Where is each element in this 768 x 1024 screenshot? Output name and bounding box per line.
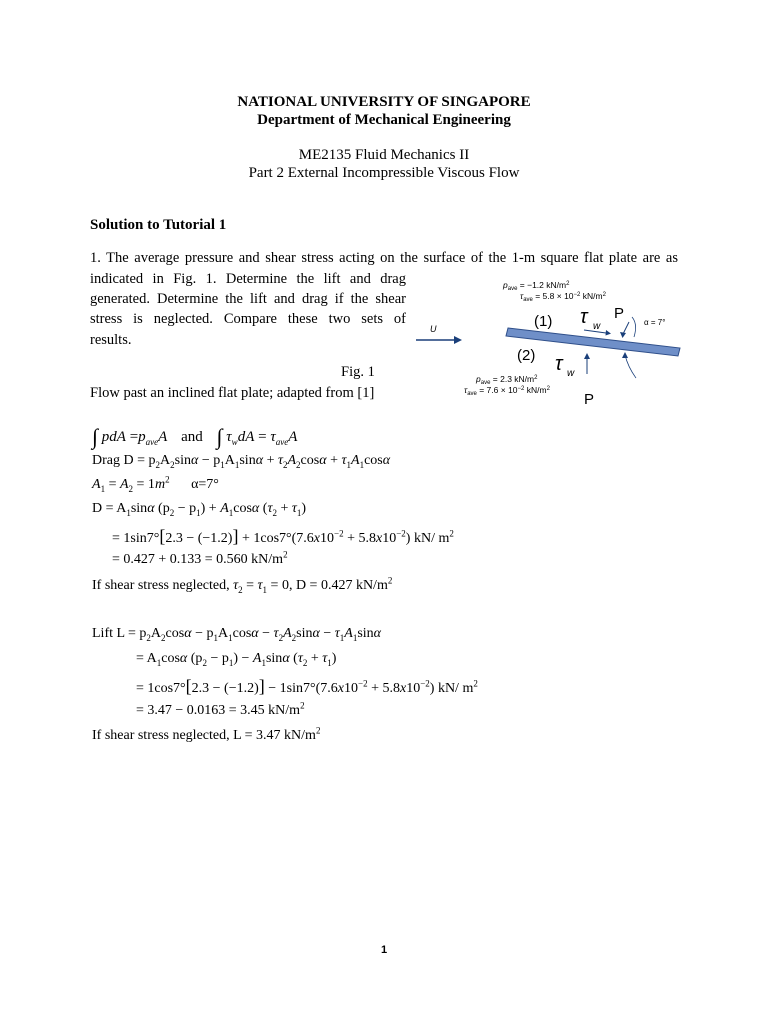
integral-equations: [92, 421, 297, 447]
department-name: Department of Mechanical Engineering: [257, 112, 511, 128]
d-line2-prefix: = 1sin7°: [112, 531, 160, 546]
lift-line-2: = $A_1\cos\alpha$ $(p_2 - p_1) - A_1\sin\alpha$ $(\tau_2 + \tau_1)$: [136, 651, 337, 668]
tau-bottom-arrowhead: [584, 353, 590, 359]
p-top-arrowhead: [620, 332, 626, 338]
d-line2-x1: x: [313, 531, 321, 546]
bottom-arc-arrowhead: [622, 352, 628, 358]
drag-equation: Drag $D = p_2A_2\sin\alpha - p_1A_1\sin\alpha + \tau_2A_2\cos\alpha + \tau_1A_1\cos\alpha$: [92, 453, 391, 470]
integral-sign: ∫: [92, 424, 99, 449]
fig-caption: Flow past an inclined flat plate; adapted from [1]: [90, 385, 375, 401]
eq-and: and: [181, 429, 203, 445]
d-line2-plus: + 5.8: [343, 531, 376, 546]
velocity-label: U: [430, 324, 437, 334]
eq-w-sub: w: [231, 437, 238, 447]
d-line3-text: = 0.427 + 0.133 = 0.560 kN/m: [112, 552, 284, 567]
top-pressure-label: $p_{ave} = -1.2$ $kN/m^2$: [503, 280, 570, 292]
alpha-value: α=7°: [191, 477, 219, 492]
p-top-arrow: [623, 322, 629, 334]
eq-A-2: A: [288, 429, 298, 445]
l-line3-rest: − 1sin7°(7.6: [264, 681, 338, 696]
area-angle-line: $A_1 = A_2 = 1m^2$ α=7°: [92, 474, 219, 494]
alpha-label: α = 7°: [644, 318, 666, 327]
lift-line-3: = $1\cos 7^\circ[2.3 - (-1.2)] - 1\sin 7^\circ(7.6x10^{-2} + 5.8x10^{-2})$ kN/ $m^2$: [136, 676, 478, 696]
l-line3-x2: x: [399, 681, 407, 696]
drag-neglect-line: If shear stress neglected, $\tau_2 = \tau_1 = 0$, D = 0.427 $kN/m^2$: [92, 575, 393, 595]
inclined-plate-figure: [410, 272, 700, 412]
d-line2-unit: ) kN/ m: [405, 531, 450, 546]
part-title: Part 2 External Incompressible Viscous Flow: [248, 165, 520, 181]
drag-lhs: Drag D = p: [92, 453, 156, 468]
problem-line-4: stress is neglected. Compare these two sets of: [90, 311, 406, 327]
d-neglect-text2: = 0, D = 0.427 kN/m: [267, 578, 388, 593]
d-line2-x2: x: [376, 531, 383, 546]
lift-line-4: = 3.47 − 0.0163 = 3.45 $kN/m^2$: [136, 700, 305, 718]
tau-top-arrowhead: [606, 330, 612, 336]
eq-equals-2: =: [254, 429, 271, 445]
d-line2-10b: 10: [382, 531, 397, 546]
eq-tau: τ: [226, 429, 232, 445]
d-line2-rest: + 1cos7°(7.6: [238, 531, 314, 546]
section-title: Solution to Tutorial 1: [90, 217, 227, 233]
p-top-label: P: [614, 305, 625, 322]
d-line2-mid: 2.3 − (−1.2): [165, 531, 233, 546]
p-bottom-label: P: [584, 391, 595, 408]
eq-ave-sub-2: ave: [275, 437, 289, 447]
tau-top-label: τ: [580, 306, 588, 328]
integral-sign-2: ∫: [216, 424, 223, 449]
eq-pdA: pdA: [101, 429, 126, 445]
area-A1: A: [92, 477, 101, 492]
l-neglect-text: If shear stress neglected, L = 3.47 kN/m: [92, 728, 316, 743]
top-shear-label: $\tau_{ave} = 5.8 \times 10^{-2}$ $kN/m^2$: [520, 291, 606, 303]
l-line3-e2: −2: [420, 678, 430, 689]
drag-line-3: = 0.427 + 0.133 = 0.560 $kN/m^2$: [112, 549, 288, 567]
eq-ave-sub: ave: [145, 437, 159, 447]
page-number: 1: [380, 944, 388, 956]
l-line3-e1: −2: [358, 678, 368, 689]
bottom-pressure-label: $p_{ave} = 2.3$ $kN/m^2$: [476, 374, 538, 386]
flow-arrow-head: [454, 336, 462, 344]
tau-bottom-sub: w: [567, 368, 575, 379]
l-line3-prefix: = 1cos7°: [136, 681, 186, 696]
area-unit: m: [154, 477, 166, 492]
eq-p: p: [138, 429, 146, 445]
surface-label-1: (1): [534, 313, 553, 330]
eq-A: A: [158, 429, 168, 445]
l-line4-text: = 3.47 − 0.0163 = 3.45 kN/m: [136, 703, 301, 718]
l-line3-unit: ) kN/ m: [429, 681, 474, 696]
tau-top-sub: w: [593, 321, 601, 332]
l-line3-x1: x: [337, 681, 344, 696]
surface-label-2: (2): [517, 347, 536, 364]
l-line2-lhs: = A: [136, 651, 157, 666]
lift-lhs: Lift L = p: [92, 626, 147, 641]
problem-line-1: 1. The average pressure and shear stress acting on the surface of the 1-m square flat plate are as: [90, 250, 678, 266]
bottom-shear-label: $\tau_{ave} = 7.6 \times 10^{-2}$ $kN/m^2$: [464, 385, 550, 397]
eq-equals: =: [125, 429, 139, 445]
d-line2-e1: −2: [334, 528, 344, 539]
eq-dA: dA: [237, 429, 255, 445]
d-line2-10a: 10: [320, 531, 335, 546]
d-line-lhs: D = A: [92, 501, 127, 516]
l-line3-plus: + 5.8: [367, 681, 400, 696]
lift-neglect-line: If shear stress neglected, L = 3.47 $kN/m^2$: [92, 725, 321, 743]
drag-line-2: = $1\sin 7^\circ[2.3 - (-1.2)] + 1\cos 7^\circ(7.6x10^{-2} + 5.8x10^{-2})$ kN/ $m^2$: [112, 526, 454, 546]
university-name: NATIONAL UNIVERSITY OF SINGAPORE: [237, 94, 531, 110]
eq-tau-rhs: τ: [270, 429, 276, 445]
fig-label: Fig. 1: [341, 364, 375, 380]
l-line3-10b: 10: [406, 681, 421, 696]
tau-bottom-label: τ: [555, 353, 563, 375]
problem-line-2: indicated in Fig. 1. Determine the lift and drag: [90, 271, 406, 287]
lift-equation: Lift $L = p_2A_2\cos\alpha - p_1A_1\cos\alpha - \tau_2A_2\sin\alpha - \tau_1A_1\sin\alpha$: [92, 626, 382, 643]
area-eq: = 1: [133, 477, 155, 492]
problem-line-3: generated. Determine the lift and drag if the shear: [90, 291, 406, 307]
l-line3-mid: 2.3 − (−1.2): [191, 681, 259, 696]
d-neglect-text: If shear stress neglected,: [92, 578, 234, 593]
alpha-arc: [632, 317, 636, 337]
d-line2-e2: −2: [396, 528, 406, 539]
bottom-arc: [625, 355, 636, 378]
problem-line-5: results.: [90, 332, 132, 348]
course-title: ME2135 Fluid Mechanics II: [298, 147, 470, 163]
l-line3-10a: 10: [344, 681, 358, 696]
drag-line-1: $D = A_1\sin\alpha$ $(p_2 - p_1) + A_1\cos\alpha$ $(\tau_2 + \tau_1)$: [92, 501, 307, 518]
